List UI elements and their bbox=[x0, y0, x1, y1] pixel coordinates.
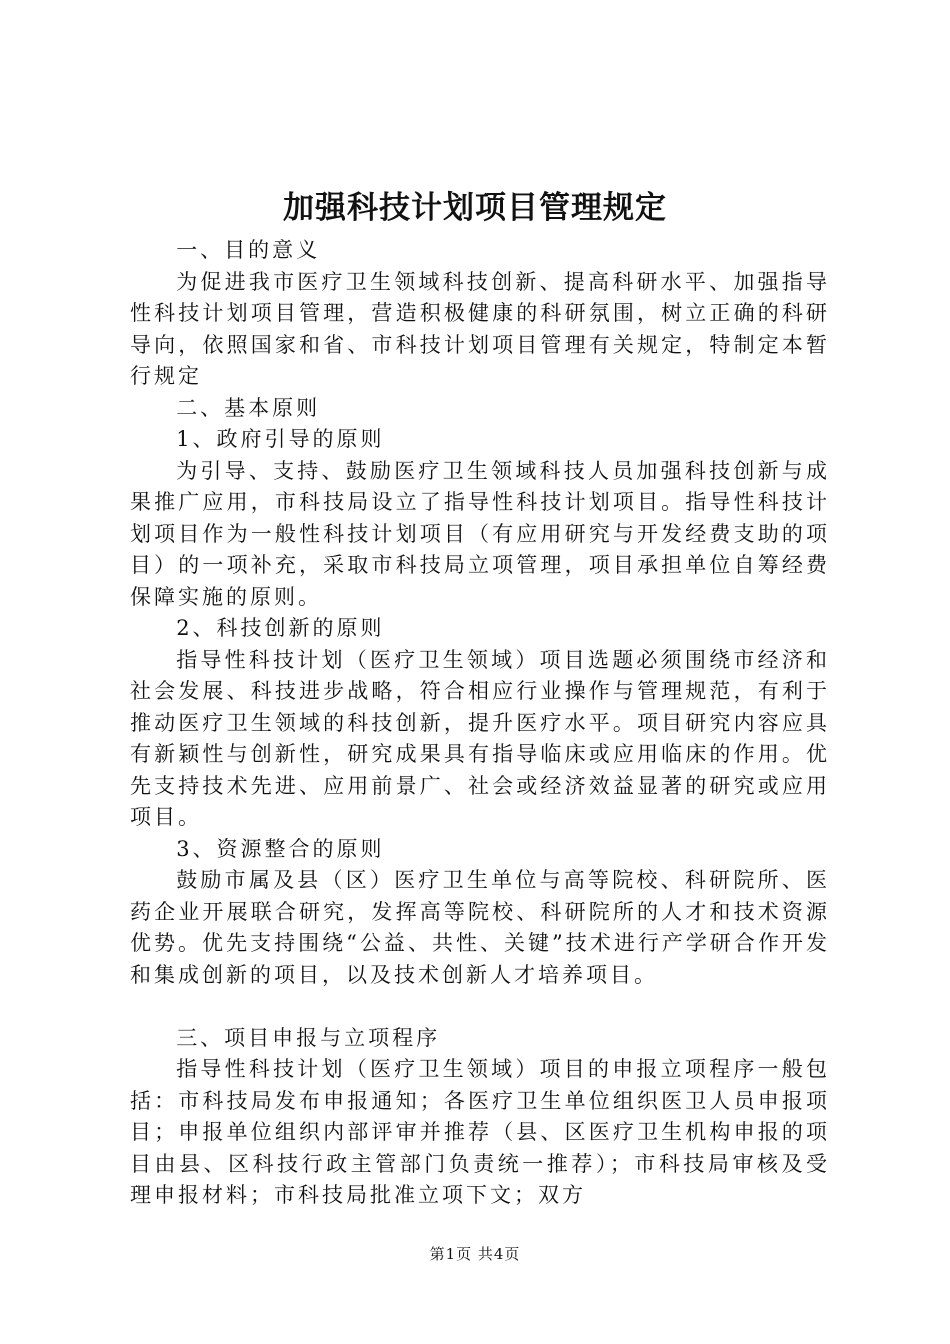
subheading-resource-integration: 3、资源整合的原则 bbox=[176, 836, 385, 861]
paragraph-purpose: 为促进我市医疗卫生领域科技创新、提高科研水平、加强指导性科技计划项目管理，营造积极健康的科研氛围，树立正确的科研导向，依照国家和省、市科技计划项目管理有关规定，特制定本暂行规定 bbox=[130, 269, 830, 388]
document-title: 加强科技计划项目管理规定 bbox=[283, 190, 667, 226]
document-body bbox=[130, 235, 830, 1212]
paragraph-government-guidance: 为引导、支持、鼓励医疗卫生领域科技人员加强科技创新与成果推广应用，市科技局设立了指导性科技计划项目。指导性科技计划项目作为一般性科技计划项目（有应用研究与开发经费支助的项目）的一项补充，采取市科技局立项管理，项目承担单位自筹经费保障实施的原则。 bbox=[130, 458, 830, 609]
subheading-government-guidance: 1、政府引导的原则 bbox=[176, 427, 385, 451]
section-heading-purpose: 一、目的意义 bbox=[176, 238, 321, 262]
page-footer: 第1页 共4页 bbox=[429, 1245, 521, 1263]
paragraph-resource-integration: 鼓励市属及县（区）医疗卫生单位与高等院校、科研院所、医药企业开展联合研究，发挥高等院校、科研院所的人才和技术资源优势。优先支持围绕“公益、共性、关键”技术进行产学研合作开发和集成创新的项目，以及技术创新人才培养项目。 bbox=[130, 868, 830, 987]
section-heading-application: 三、项目申报与立项程序 bbox=[176, 1025, 441, 1050]
subheading-innovation: 2、科技创新的原则 bbox=[176, 616, 385, 640]
paragraph-innovation: 指导性科技计划（医疗卫生领域）项目选题必须围绕市经济和社会发展、科技进步战略，符合相应行业操作与管理规范，有利于推动医疗卫生领域的科技创新，提升医疗水平。项目研究内容应具有新颖性与创新性，研究成果具有指导临床或应用临床的作用。优先支持技术先进、应用前景广、社会或经济效益显著的研究或应用项目。 bbox=[130, 647, 830, 829]
paragraph-application: 指导性科技计划（医疗卫生领域）项目的申报立项程序一般包括：市科技局发布申报通知；各医疗卫生单位组织医卫人员申报项目；申报单位组织内部评审并推荐（县、区医疗卫生机构申报的项目由县、区科技行政主管部门负责统一推荐）；市科技局审核及受理申报材料；市科技局批准立项下文；双方 bbox=[130, 1057, 830, 1207]
section-heading-principles: 二、基本原则 bbox=[176, 395, 321, 420]
